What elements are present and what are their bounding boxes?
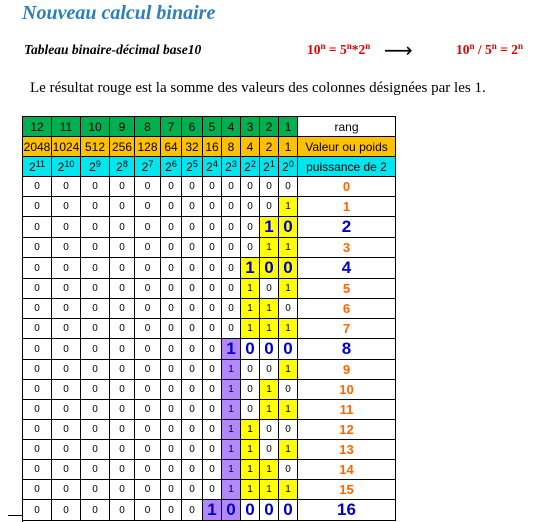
bit-cell: 0: [203, 319, 222, 339]
bit-cell: 0: [161, 279, 182, 299]
bit-cell: 0: [110, 319, 135, 339]
bit-cell: 0: [52, 500, 81, 521]
bit-cell: 0: [81, 480, 110, 500]
result-cell: 8: [298, 339, 396, 360]
bit-cell: 0: [241, 380, 260, 400]
weight-cell: 512: [81, 137, 110, 157]
power-cell: $2^2$: [241, 157, 260, 177]
bit-cell: 0: [279, 460, 298, 480]
power-cell: $2^6$: [161, 157, 182, 177]
weight-cell: 32: [182, 137, 203, 157]
description: Le résultat rouge est la somme des valeurs des colonnes désignées par les 1.: [30, 80, 486, 96]
bit-cell: 0: [182, 258, 203, 279]
rank-cell: 7: [161, 117, 182, 137]
result-cell: 12: [298, 420, 396, 440]
rank-label: rang: [298, 117, 396, 137]
power-cell: $2^0$: [279, 157, 298, 177]
bit-cell: 0: [81, 177, 110, 197]
bit-cell: 1: [241, 319, 260, 339]
result-cell: 14: [298, 460, 396, 480]
bit-cell: 0: [203, 460, 222, 480]
bit-cell: 0: [203, 380, 222, 400]
bit-cell: 0: [222, 177, 241, 197]
result-cell: 3: [298, 238, 396, 258]
bit-cell: 0: [260, 420, 279, 440]
bit-cell: 1: [222, 380, 241, 400]
bit-cell: 0: [260, 440, 279, 460]
bit-cell: 0: [23, 500, 52, 521]
table-row: [23, 440, 396, 460]
bit-cell: 0: [135, 238, 161, 258]
table-row: [23, 299, 396, 319]
bit-cell: 0: [161, 480, 182, 500]
bit-cell: 1: [222, 400, 241, 420]
bit-cell: 0: [222, 319, 241, 339]
table-row: [23, 238, 396, 258]
table-row: [23, 258, 396, 279]
rank-cell: 9: [110, 117, 135, 137]
rank-cell: 2: [260, 117, 279, 137]
power-label: puissance de 2: [298, 157, 396, 177]
bit-cell: 1: [260, 217, 279, 238]
result-cell: 6: [298, 299, 396, 319]
bit-cell: 1: [279, 360, 298, 380]
bit-cell: 0: [260, 197, 279, 217]
bit-cell: 0: [260, 339, 279, 360]
binary-table: [22, 116, 396, 521]
bit-cell: 0: [161, 258, 182, 279]
bit-cell: 0: [52, 197, 81, 217]
bit-cell: 0: [23, 400, 52, 420]
bit-cell: 0: [241, 500, 260, 521]
bit-cell: 0: [81, 217, 110, 238]
bit-cell: 0: [52, 380, 81, 400]
bit-cell: 0: [135, 319, 161, 339]
bit-cell: 0: [110, 197, 135, 217]
bit-cell: 1: [260, 480, 279, 500]
weight-cell: 1: [279, 137, 298, 157]
bit-cell: 0: [23, 380, 52, 400]
result-cell: 10: [298, 380, 396, 400]
bit-cell: 0: [135, 400, 161, 420]
bit-cell: 0: [23, 279, 52, 299]
bit-cell: 0: [135, 480, 161, 500]
bit-cell: 0: [279, 299, 298, 319]
bit-cell: 0: [182, 460, 203, 480]
power-cell: $2^4$: [203, 157, 222, 177]
bit-cell: 0: [81, 440, 110, 460]
bit-cell: 0: [110, 460, 135, 480]
bit-cell: 0: [81, 197, 110, 217]
bit-cell: 1: [241, 480, 260, 500]
bit-cell: 0: [203, 238, 222, 258]
bit-cell: 0: [241, 197, 260, 217]
result-cell: 2: [298, 217, 396, 238]
bit-cell: 0: [182, 500, 203, 521]
bit-cell: 0: [222, 299, 241, 319]
bit-cell: 0: [23, 360, 52, 380]
subtitle-row: [24, 38, 544, 62]
bit-cell: 0: [182, 380, 203, 400]
result-cell: 9: [298, 360, 396, 380]
bit-cell: 0: [222, 238, 241, 258]
bit-cell: 0: [182, 400, 203, 420]
bit-cell: 0: [182, 360, 203, 380]
bit-cell: 0: [182, 319, 203, 339]
rank-cell: 6: [182, 117, 203, 137]
bit-cell: 1: [241, 258, 260, 279]
table-row: [23, 217, 396, 238]
power-cell: $2^5$: [182, 157, 203, 177]
result-cell: 7: [298, 319, 396, 339]
result-cell: 0: [298, 177, 396, 197]
bit-cell: 0: [260, 177, 279, 197]
bit-cell: 0: [52, 258, 81, 279]
bit-cell: 0: [52, 238, 81, 258]
bit-cell: 0: [203, 279, 222, 299]
bit-cell: 1: [241, 420, 260, 440]
bit-cell: 0: [161, 197, 182, 217]
table-row: [23, 197, 396, 217]
bit-cell: 0: [23, 238, 52, 258]
bit-cell: 0: [81, 238, 110, 258]
bit-cell: 0: [203, 197, 222, 217]
bit-cell: 0: [52, 177, 81, 197]
bit-cell: 0: [161, 339, 182, 360]
bit-cell: 0: [279, 420, 298, 440]
weight-cell: 128: [135, 137, 161, 157]
bit-cell: 0: [135, 420, 161, 440]
bit-cell: 1: [279, 480, 298, 500]
bit-cell: 0: [161, 299, 182, 319]
rank-cell: 5: [203, 117, 222, 137]
bit-cell: 0: [81, 258, 110, 279]
bit-cell: 0: [23, 217, 52, 238]
weight-cell: 64: [161, 137, 182, 157]
bit-cell: 1: [222, 420, 241, 440]
bit-cell: 0: [23, 299, 52, 319]
bit-cell: 0: [161, 380, 182, 400]
power-cell: $2^1$: [260, 157, 279, 177]
power-cell: $2^9$: [81, 157, 110, 177]
bit-cell: 1: [222, 480, 241, 500]
bit-cell: 0: [203, 258, 222, 279]
weight-row: [23, 137, 396, 157]
subtitle: Tableau binaire-décimal base10: [24, 42, 202, 57]
bit-cell: 0: [182, 339, 203, 360]
bit-cell: 0: [182, 279, 203, 299]
bit-cell: 0: [110, 400, 135, 420]
bit-cell: 1: [241, 299, 260, 319]
table-row: [23, 460, 396, 480]
bit-cell: 0: [52, 420, 81, 440]
bit-cell: 0: [110, 279, 135, 299]
bit-cell: 1: [260, 319, 279, 339]
bit-cell: 0: [182, 238, 203, 258]
formula-left: $10^n = 5^n*2^n$: [307, 41, 371, 57]
bit-cell: 0: [279, 339, 298, 360]
bit-cell: 1: [279, 400, 298, 420]
bit-cell: 0: [279, 177, 298, 197]
rank-cell: 11: [52, 117, 81, 137]
bit-cell: 1: [279, 238, 298, 258]
bit-cell: 0: [161, 500, 182, 521]
bit-cell: 0: [161, 177, 182, 197]
bit-cell: 0: [279, 258, 298, 279]
weight-cell: 1024: [52, 137, 81, 157]
bit-cell: 1: [279, 440, 298, 460]
bit-cell: 0: [222, 279, 241, 299]
bit-cell: 0: [182, 299, 203, 319]
bit-cell: 0: [110, 420, 135, 440]
bit-cell: 0: [161, 217, 182, 238]
rank-cell: 4: [222, 117, 241, 137]
table-row: [23, 400, 396, 420]
result-cell: 15: [298, 480, 396, 500]
bit-cell: 0: [279, 380, 298, 400]
bit-cell: 0: [161, 319, 182, 339]
bit-cell: 1: [222, 339, 241, 360]
table-row: [23, 339, 396, 360]
bit-cell: 0: [135, 258, 161, 279]
bit-cell: 0: [52, 299, 81, 319]
power-cell: $2^7$: [135, 157, 161, 177]
power-cell: $2^{11}$: [23, 157, 52, 177]
bit-cell: 0: [203, 177, 222, 197]
bit-cell: 0: [241, 360, 260, 380]
rank-row: [23, 117, 396, 137]
bit-cell: 0: [110, 500, 135, 521]
bit-cell: 0: [260, 279, 279, 299]
bit-cell: 0: [110, 258, 135, 279]
bit-cell: 0: [203, 400, 222, 420]
bit-cell: 0: [81, 319, 110, 339]
bit-cell: 0: [52, 217, 81, 238]
bit-cell: 0: [23, 460, 52, 480]
rank-cell: 3: [241, 117, 260, 137]
bit-cell: 0: [81, 420, 110, 440]
bit-cell: 0: [203, 339, 222, 360]
bit-cell: 0: [52, 400, 81, 420]
result-cell: 5: [298, 279, 396, 299]
bit-cell: 0: [23, 197, 52, 217]
bit-cell: 0: [279, 500, 298, 521]
table-row: [23, 500, 396, 521]
bit-cell: 0: [161, 440, 182, 460]
table-row: [23, 380, 396, 400]
bit-cell: 0: [81, 400, 110, 420]
bit-cell: 0: [52, 480, 81, 500]
bit-cell: 0: [52, 460, 81, 480]
bit-cell: 0: [23, 440, 52, 460]
bit-cell: 0: [81, 500, 110, 521]
bit-cell: 0: [110, 380, 135, 400]
bit-cell: 1: [260, 299, 279, 319]
bit-cell: 0: [203, 299, 222, 319]
arrow-right-icon: ⟶: [384, 38, 413, 62]
bit-cell: 0: [23, 258, 52, 279]
bit-cell: 0: [52, 279, 81, 299]
table-row: [23, 360, 396, 380]
bit-cell: 0: [203, 217, 222, 238]
power-cell: $2^8$: [110, 157, 135, 177]
rank-cell: 12: [23, 117, 52, 137]
bit-cell: 1: [241, 460, 260, 480]
bit-cell: 0: [279, 217, 298, 238]
bit-cell: 0: [260, 500, 279, 521]
bit-cell: 0: [182, 480, 203, 500]
bit-cell: 0: [135, 339, 161, 360]
bit-cell: 1: [203, 500, 222, 521]
bit-cell: 0: [23, 319, 52, 339]
bit-cell: 0: [182, 440, 203, 460]
bit-cell: 0: [52, 339, 81, 360]
bit-cell: 0: [81, 339, 110, 360]
bit-cell: 1: [279, 279, 298, 299]
bit-cell: 0: [110, 440, 135, 460]
bit-cell: 0: [241, 339, 260, 360]
result-cell: 13: [298, 440, 396, 460]
bit-cell: 0: [241, 238, 260, 258]
bit-cell: 0: [52, 360, 81, 380]
weight-cell: 2048: [23, 137, 52, 157]
bit-cell: 1: [279, 197, 298, 217]
bit-cell: 0: [182, 197, 203, 217]
bit-cell: 0: [135, 500, 161, 521]
bit-cell: 0: [182, 177, 203, 197]
rank-cell: 1: [279, 117, 298, 137]
bit-cell: 0: [23, 480, 52, 500]
bit-cell: 0: [81, 279, 110, 299]
weight-cell: 2: [260, 137, 279, 157]
bit-cell: 1: [222, 440, 241, 460]
bit-cell: 0: [135, 360, 161, 380]
bit-cell: 0: [161, 420, 182, 440]
bit-cell: 0: [81, 380, 110, 400]
bit-cell: 0: [203, 420, 222, 440]
bit-cell: 0: [23, 420, 52, 440]
bit-cell: 0: [222, 217, 241, 238]
bit-cell: 0: [81, 360, 110, 380]
bit-cell: 0: [81, 460, 110, 480]
bit-cell: 0: [135, 380, 161, 400]
result-cell: 1: [298, 197, 396, 217]
result-cell: 4: [298, 258, 396, 279]
bit-cell: 0: [182, 420, 203, 440]
bit-cell: 0: [110, 238, 135, 258]
weight-cell: 4: [241, 137, 260, 157]
page-title: Nouveau calcul binaire: [22, 2, 216, 24]
bit-cell: 0: [222, 258, 241, 279]
result-cell: 16: [298, 500, 396, 521]
bit-cell: 0: [161, 460, 182, 480]
bit-cell: 0: [135, 460, 161, 480]
bit-cell: 0: [110, 217, 135, 238]
bit-cell: 0: [110, 299, 135, 319]
bit-cell: 1: [222, 360, 241, 380]
table-row: [23, 177, 396, 197]
bit-cell: 1: [260, 238, 279, 258]
bit-cell: 1: [260, 400, 279, 420]
bit-cell: 1: [260, 460, 279, 480]
table-row: [23, 480, 396, 500]
power-row: [23, 157, 396, 177]
bit-cell: 0: [81, 299, 110, 319]
bit-cell: 0: [203, 360, 222, 380]
bit-cell: 1: [241, 279, 260, 299]
bit-cell: 0: [241, 177, 260, 197]
weight-cell: 256: [110, 137, 135, 157]
bit-cell: 1: [241, 440, 260, 460]
weight-cell: 8: [222, 137, 241, 157]
bit-cell: 0: [203, 480, 222, 500]
weight-label: Valeur ou poids: [298, 137, 396, 157]
bit-cell: 0: [23, 177, 52, 197]
table-row: [23, 420, 396, 440]
bit-cell: 0: [161, 238, 182, 258]
bit-cell: 0: [222, 500, 241, 521]
bit-cell: 0: [23, 339, 52, 360]
result-cell: 11: [298, 400, 396, 420]
bit-cell: 0: [241, 217, 260, 238]
bit-cell: 0: [135, 440, 161, 460]
bit-cell: 0: [110, 480, 135, 500]
bit-cell: 0: [182, 217, 203, 238]
bit-cell: 1: [260, 380, 279, 400]
bit-cell: 0: [110, 339, 135, 360]
bit-cell: 0: [52, 319, 81, 339]
bit-cell: 0: [222, 197, 241, 217]
rank-cell: 10: [81, 117, 110, 137]
bit-cell: 0: [135, 177, 161, 197]
table-row: [23, 279, 396, 299]
weight-cell: 16: [203, 137, 222, 157]
bit-cell: 0: [110, 360, 135, 380]
bit-cell: 0: [135, 197, 161, 217]
bit-cell: 1: [279, 319, 298, 339]
bit-cell: 0: [241, 400, 260, 420]
bit-cell: 0: [260, 360, 279, 380]
bit-cell: 0: [135, 279, 161, 299]
bit-cell: 0: [260, 258, 279, 279]
bit-cell: 0: [203, 440, 222, 460]
bit-cell: 1: [222, 460, 241, 480]
bit-cell: 0: [135, 217, 161, 238]
bit-cell: 0: [135, 299, 161, 319]
bit-cell: 0: [161, 400, 182, 420]
formula-right: $10^n / 5^n = 2^n$: [456, 41, 524, 57]
rank-cell: 8: [135, 117, 161, 137]
table-row: [23, 319, 396, 339]
power-cell: $2^3$: [222, 157, 241, 177]
power-cell: $2^{10}$: [52, 157, 81, 177]
bit-cell: 0: [161, 360, 182, 380]
bit-cell: 0: [52, 440, 81, 460]
bit-cell: 0: [110, 177, 135, 197]
